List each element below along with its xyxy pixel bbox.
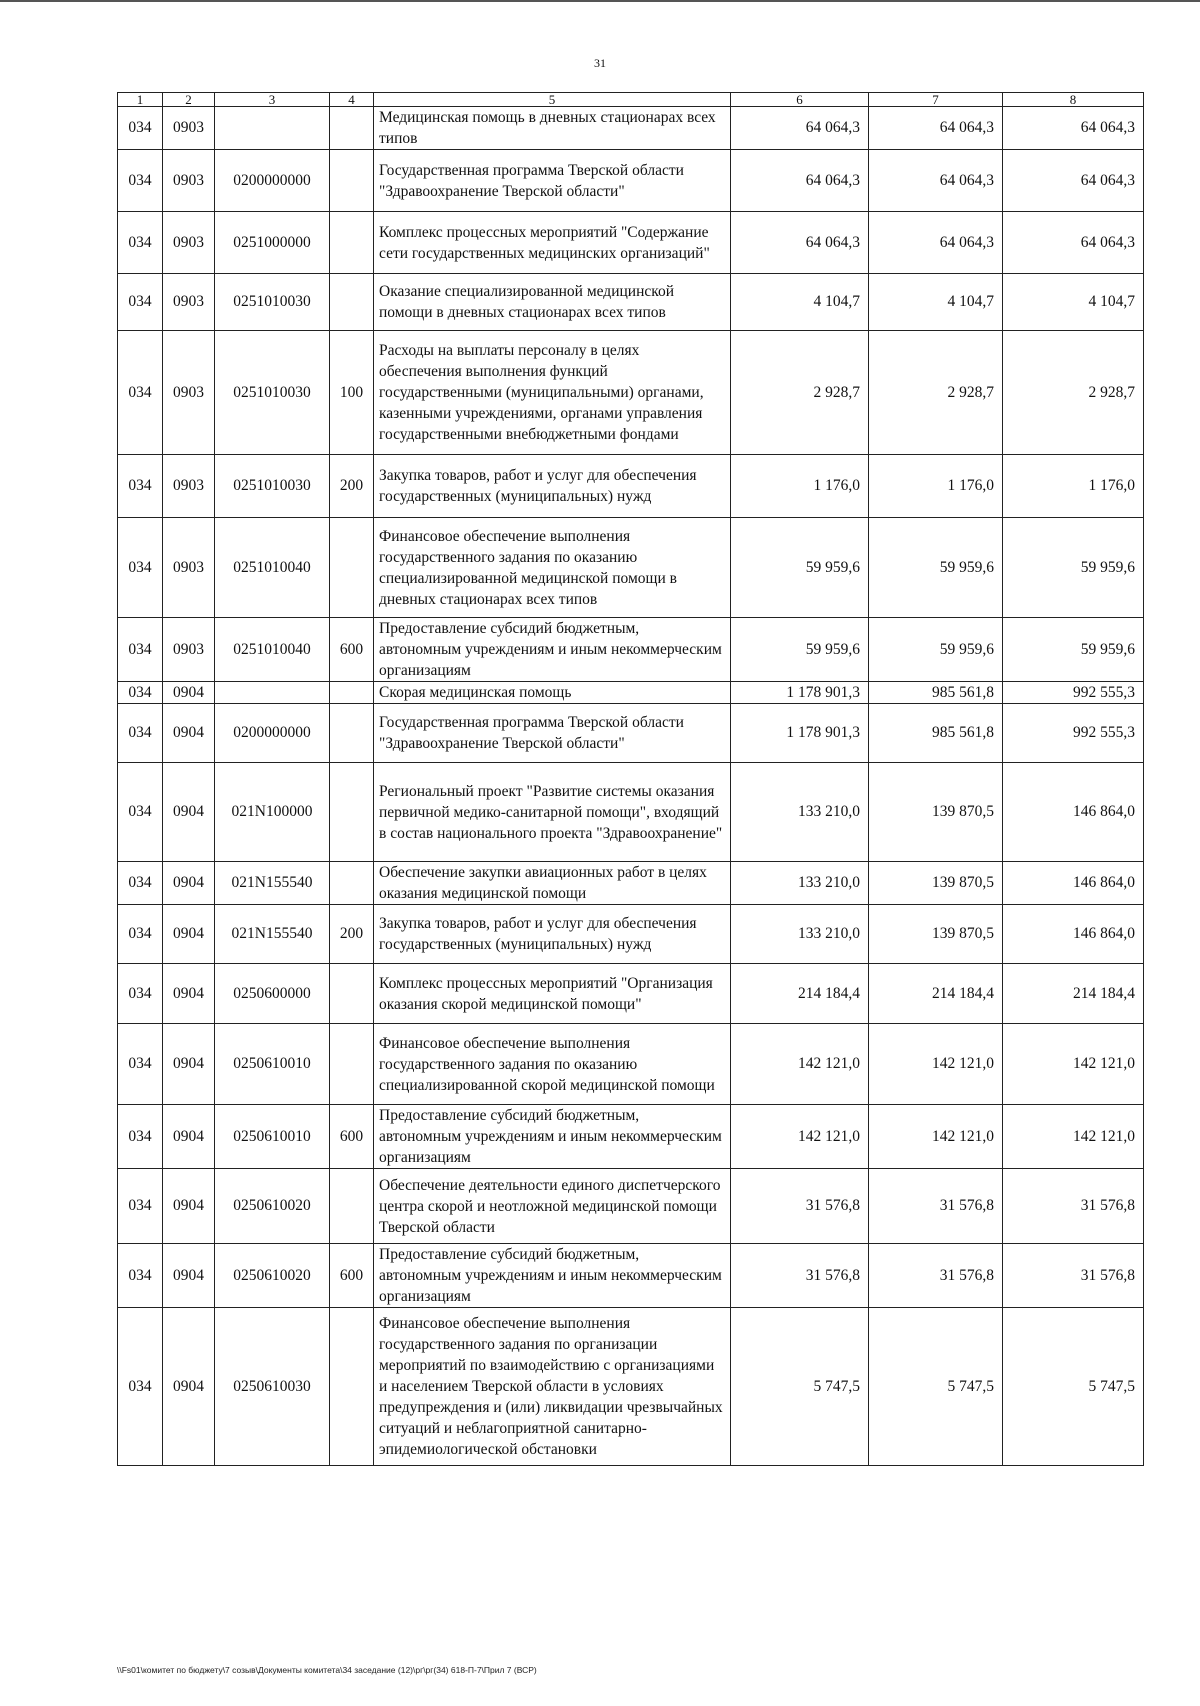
table-row <box>118 150 1144 212</box>
cell-amount-7: 2 928,7 <box>869 331 1003 455</box>
cell-amount-8: 2 928,7 <box>1003 331 1144 455</box>
cell-amount-8: 142 121,0 <box>1003 1105 1144 1169</box>
cell-amount-6: 64 064,3 <box>731 107 869 150</box>
cell-agency-code: 034 <box>118 150 163 212</box>
scan-top-edge <box>0 0 1200 2</box>
cell-amount-7: 1 176,0 <box>869 455 1003 518</box>
column-header-8: 8 <box>1003 93 1144 107</box>
cell-amount-8: 64 064,3 <box>1003 107 1144 150</box>
cell-description: Финансовое обеспечение выполнения государственного задания по оказанию специализированной медицинской помощи в дневных стационарах всех типов <box>374 518 731 618</box>
cell-section-code: 0903 <box>163 150 215 212</box>
table-row <box>118 905 1144 964</box>
cell-description: Расходы на выплаты персоналу в целях обеспечения выполнения функций государственными (муниципальными) органами, казенными учреждениями, органами управления государственными внебюджетными фондами <box>374 331 731 455</box>
cell-amount-6: 31 576,8 <box>731 1244 869 1308</box>
cell-description: Скорая медицинская помощь <box>374 682 731 704</box>
table-row <box>118 618 1144 682</box>
cell-section-code: 0903 <box>163 455 215 518</box>
cell-target-code: 0251010030 <box>215 455 330 518</box>
cell-amount-6: 1 176,0 <box>731 455 869 518</box>
table-row <box>118 455 1144 518</box>
column-header-1: 1 <box>118 93 163 107</box>
cell-amount-6: 1 178 901,3 <box>731 704 869 763</box>
cell-amount-6: 31 576,8 <box>731 1169 869 1244</box>
cell-expense-type <box>330 1169 374 1244</box>
cell-amount-7: 142 121,0 <box>869 1105 1003 1169</box>
cell-expense-type <box>330 1024 374 1105</box>
cell-section-code: 0903 <box>163 212 215 274</box>
cell-expense-type: 200 <box>330 905 374 964</box>
cell-amount-7: 142 121,0 <box>869 1024 1003 1105</box>
cell-description: Комплекс процессных мероприятий "Организация оказания скорой медицинской помощи" <box>374 964 731 1024</box>
cell-expense-type: 200 <box>330 455 374 518</box>
cell-target-code <box>215 682 330 704</box>
cell-target-code: 0251010030 <box>215 274 330 331</box>
cell-description: Оказание специализированной медицинской помощи в дневных стационарах всех типов <box>374 274 731 331</box>
cell-amount-6: 142 121,0 <box>731 1024 869 1105</box>
cell-expense-type <box>330 763 374 862</box>
cell-amount-6: 133 210,0 <box>731 862 869 905</box>
cell-amount-6: 5 747,5 <box>731 1308 869 1466</box>
cell-amount-7: 59 959,6 <box>869 618 1003 682</box>
cell-amount-7: 31 576,8 <box>869 1244 1003 1308</box>
table-body <box>118 93 1144 1466</box>
cell-expense-type <box>330 518 374 618</box>
cell-amount-6: 133 210,0 <box>731 905 869 964</box>
cell-description: Финансовое обеспечение выполнения государственного задания по организации мероприятий по взаимодействию с организациями и населением Тверской области в условиях предупреждения и (или) ликвидации чрезвычайных ситуаций и неблагоприятной санитарно-эпидемиологической обстановки <box>374 1308 731 1466</box>
cell-target-code: 0251010040 <box>215 518 330 618</box>
cell-target-code: 021N155540 <box>215 862 330 905</box>
cell-target-code: 0250610030 <box>215 1308 330 1466</box>
cell-agency-code: 034 <box>118 107 163 150</box>
table-header-row <box>118 93 1144 107</box>
cell-agency-code: 034 <box>118 1308 163 1466</box>
cell-target-code: 0250610010 <box>215 1105 330 1169</box>
table-row <box>118 1024 1144 1105</box>
cell-section-code: 0904 <box>163 862 215 905</box>
cell-expense-type <box>330 107 374 150</box>
cell-section-code: 0904 <box>163 704 215 763</box>
cell-amount-6: 4 104,7 <box>731 274 869 331</box>
column-header-2: 2 <box>163 93 215 107</box>
table-row <box>118 862 1144 905</box>
cell-description: Государственная программа Тверской области "Здравоохранение Тверской области" <box>374 150 731 212</box>
cell-expense-type <box>330 964 374 1024</box>
cell-section-code: 0903 <box>163 107 215 150</box>
cell-amount-7: 64 064,3 <box>869 107 1003 150</box>
cell-amount-8: 146 864,0 <box>1003 905 1144 964</box>
cell-amount-6: 1 178 901,3 <box>731 682 869 704</box>
cell-section-code: 0904 <box>163 763 215 862</box>
cell-amount-8: 992 555,3 <box>1003 704 1144 763</box>
cell-target-code: 021N100000 <box>215 763 330 862</box>
table-row <box>118 212 1144 274</box>
cell-agency-code: 034 <box>118 331 163 455</box>
cell-target-code: 0251010040 <box>215 618 330 682</box>
cell-section-code: 0904 <box>163 1308 215 1466</box>
cell-agency-code: 034 <box>118 905 163 964</box>
cell-expense-type: 600 <box>330 1105 374 1169</box>
cell-amount-6: 64 064,3 <box>731 212 869 274</box>
cell-amount-6: 142 121,0 <box>731 1105 869 1169</box>
cell-target-code: 0251000000 <box>215 212 330 274</box>
cell-agency-code: 034 <box>118 862 163 905</box>
cell-target-code <box>215 107 330 150</box>
cell-amount-7: 985 561,8 <box>869 682 1003 704</box>
cell-agency-code: 034 <box>118 1244 163 1308</box>
cell-target-code: 021N155540 <box>215 905 330 964</box>
cell-amount-6: 2 928,7 <box>731 331 869 455</box>
table-row <box>118 763 1144 862</box>
cell-expense-type <box>330 150 374 212</box>
cell-amount-7: 139 870,5 <box>869 862 1003 905</box>
cell-amount-7: 31 576,8 <box>869 1169 1003 1244</box>
table-row <box>118 1308 1144 1466</box>
cell-amount-6: 133 210,0 <box>731 763 869 862</box>
cell-target-code: 0250610020 <box>215 1244 330 1308</box>
cell-amount-8: 59 959,6 <box>1003 518 1144 618</box>
cell-amount-7: 985 561,8 <box>869 704 1003 763</box>
cell-section-code: 0904 <box>163 1105 215 1169</box>
cell-expense-type <box>330 704 374 763</box>
cell-expense-type: 100 <box>330 331 374 455</box>
cell-amount-8: 5 747,5 <box>1003 1308 1144 1466</box>
table-row <box>118 1105 1144 1169</box>
table-row <box>118 1244 1144 1308</box>
page-number: 31 <box>594 56 606 70</box>
table-row <box>118 107 1144 150</box>
cell-description: Финансовое обеспечение выполнения государственного задания по оказанию специализированной скорой медицинской помощи <box>374 1024 731 1105</box>
cell-amount-6: 59 959,6 <box>731 618 869 682</box>
cell-amount-8: 146 864,0 <box>1003 862 1144 905</box>
cell-target-code: 0250610010 <box>215 1024 330 1105</box>
table-row <box>118 704 1144 763</box>
column-header-5: 5 <box>374 93 731 107</box>
budget-table <box>117 92 1144 1466</box>
cell-section-code: 0903 <box>163 518 215 618</box>
cell-amount-8: 64 064,3 <box>1003 150 1144 212</box>
cell-expense-type <box>330 1308 374 1466</box>
cell-description: Предоставление субсидий бюджетным, автономным учреждениям и иным некоммерческим организациям <box>374 618 731 682</box>
cell-expense-type: 600 <box>330 618 374 682</box>
cell-agency-code: 034 <box>118 682 163 704</box>
cell-amount-8: 31 576,8 <box>1003 1169 1144 1244</box>
cell-amount-7: 139 870,5 <box>869 763 1003 862</box>
cell-section-code: 0904 <box>163 964 215 1024</box>
cell-section-code: 0904 <box>163 1024 215 1105</box>
cell-description: Региональный проект "Развитие системы оказания первичной медико-санитарной помощи", входящий в состав национального проекта "Здравоохранение" <box>374 763 731 862</box>
column-header-3: 3 <box>215 93 330 107</box>
cell-target-code: 0250600000 <box>215 964 330 1024</box>
table-row <box>118 1169 1144 1244</box>
cell-amount-6: 59 959,6 <box>731 518 869 618</box>
cell-section-code: 0903 <box>163 618 215 682</box>
cell-section-code: 0903 <box>163 331 215 455</box>
cell-expense-type <box>330 212 374 274</box>
column-header-4: 4 <box>330 93 374 107</box>
cell-amount-8: 1 176,0 <box>1003 455 1144 518</box>
table-row <box>118 331 1144 455</box>
cell-description: Обеспечение закупки авиационных работ в целях оказания медицинской помощи <box>374 862 731 905</box>
cell-expense-type <box>330 274 374 331</box>
table-row <box>118 682 1144 704</box>
cell-description: Комплекс процессных мероприятий "Содержание сети государственных медицинских организаций" <box>374 212 731 274</box>
cell-amount-6: 64 064,3 <box>731 150 869 212</box>
cell-section-code: 0904 <box>163 682 215 704</box>
cell-amount-8: 992 555,3 <box>1003 682 1144 704</box>
table-row <box>118 964 1144 1024</box>
cell-agency-code: 034 <box>118 1105 163 1169</box>
cell-agency-code: 034 <box>118 212 163 274</box>
cell-amount-8: 146 864,0 <box>1003 763 1144 862</box>
cell-section-code: 0903 <box>163 274 215 331</box>
cell-description: Обеспечение деятельности единого диспетчерского центра скорой и неотложной медицинской помощи Тверской области <box>374 1169 731 1244</box>
cell-agency-code: 034 <box>118 964 163 1024</box>
cell-amount-7: 5 747,5 <box>869 1308 1003 1466</box>
cell-expense-type <box>330 862 374 905</box>
cell-expense-type <box>330 682 374 704</box>
cell-amount-8: 214 184,4 <box>1003 964 1144 1024</box>
cell-agency-code: 034 <box>118 518 163 618</box>
cell-section-code: 0904 <box>163 1169 215 1244</box>
column-header-6: 6 <box>731 93 869 107</box>
cell-amount-7: 139 870,5 <box>869 905 1003 964</box>
cell-section-code: 0904 <box>163 1244 215 1308</box>
cell-agency-code: 034 <box>118 763 163 862</box>
cell-amount-7: 59 959,6 <box>869 518 1003 618</box>
cell-amount-7: 64 064,3 <box>869 150 1003 212</box>
cell-agency-code: 034 <box>118 455 163 518</box>
cell-agency-code: 034 <box>118 1169 163 1244</box>
cell-section-code: 0904 <box>163 905 215 964</box>
cell-amount-6: 214 184,4 <box>731 964 869 1024</box>
cell-target-code: 0200000000 <box>215 704 330 763</box>
cell-agency-code: 034 <box>118 1024 163 1105</box>
cell-amount-7: 214 184,4 <box>869 964 1003 1024</box>
cell-amount-8: 142 121,0 <box>1003 1024 1144 1105</box>
cell-amount-8: 4 104,7 <box>1003 274 1144 331</box>
footer-file-path: \\Fs01\комитет по бюджету\7 созыв\Документы комитета\34 заседание (12)\рг\рг(34) 618-П-7\Прил 7 (ВСР) <box>117 1665 537 1675</box>
column-header-7: 7 <box>869 93 1003 107</box>
cell-description: Медицинская помощь в дневных стационарах всех типов <box>374 107 731 150</box>
cell-description: Закупка товаров, работ и услуг для обеспечения государственных (муниципальных) нужд <box>374 905 731 964</box>
table-row <box>118 518 1144 618</box>
table-row <box>118 274 1144 331</box>
cell-agency-code: 034 <box>118 704 163 763</box>
cell-amount-8: 59 959,6 <box>1003 618 1144 682</box>
cell-agency-code: 034 <box>118 618 163 682</box>
cell-amount-8: 31 576,8 <box>1003 1244 1144 1308</box>
cell-agency-code: 034 <box>118 274 163 331</box>
cell-description: Предоставление субсидий бюджетным, автономным учреждениям и иным некоммерческим организациям <box>374 1244 731 1308</box>
cell-description: Закупка товаров, работ и услуг для обеспечения государственных (муниципальных) нужд <box>374 455 731 518</box>
cell-description: Предоставление субсидий бюджетным, автономным учреждениям и иным некоммерческим организациям <box>374 1105 731 1169</box>
cell-amount-8: 64 064,3 <box>1003 212 1144 274</box>
cell-amount-7: 64 064,3 <box>869 212 1003 274</box>
cell-target-code: 0250610020 <box>215 1169 330 1244</box>
cell-target-code: 0200000000 <box>215 150 330 212</box>
cell-amount-7: 4 104,7 <box>869 274 1003 331</box>
cell-target-code: 0251010030 <box>215 331 330 455</box>
cell-expense-type: 600 <box>330 1244 374 1308</box>
cell-description: Государственная программа Тверской области "Здравоохранение Тверской области" <box>374 704 731 763</box>
